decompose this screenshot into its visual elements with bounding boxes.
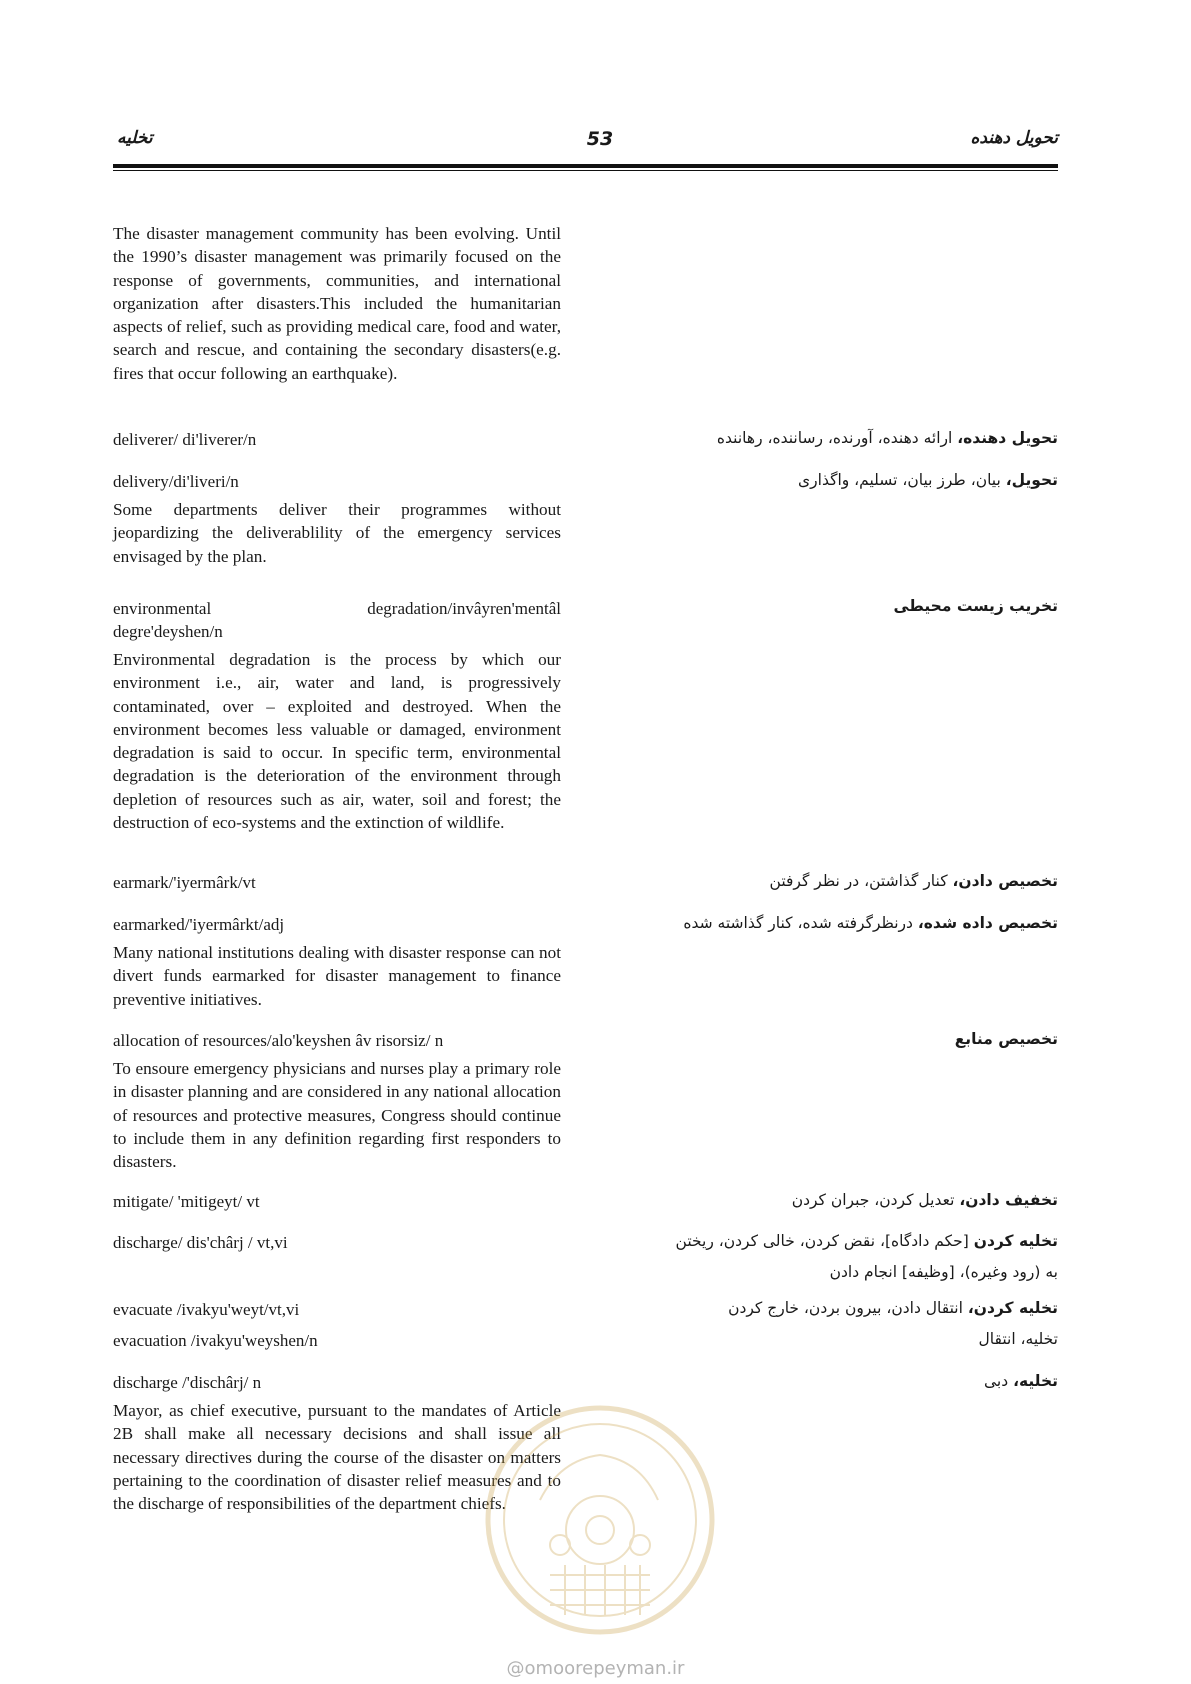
persian-evacuation: تخلیه، انتقال bbox=[978, 1330, 1058, 1348]
persian-mitigate bbox=[538, 1185, 1058, 1216]
persian-earmarked bbox=[538, 908, 1058, 939]
watermark-url: omoorepeyman.ir bbox=[524, 1658, 685, 1679]
persian-discharge-noun bbox=[538, 1366, 1058, 1397]
term-env-part-b: degradation/invâyren'mentâl bbox=[367, 599, 561, 618]
footer-watermark bbox=[0, 1658, 1191, 1679]
persian-discharge-noun-meaning: دبی bbox=[984, 1372, 1014, 1390]
paragraph-intro: The disaster management community has been evolving. Until the 1990’s disaster management was primarily focused on the response of governments, communities, and international organization after disasters.This included the humanitarian aspects of relief, such as providing medical care, food and water, search and rescue, and containing the secondary disasters(e.g. fires that occur following an earthquake). bbox=[113, 224, 561, 383]
term-evacuation: evacuation /ivakyu'weyshen/n bbox=[113, 1331, 318, 1350]
persian-evacuate bbox=[538, 1293, 1058, 1324]
term-discharge-verb: discharge/ dis'chârj / vt,vi bbox=[113, 1233, 288, 1252]
persian-discharge-verb bbox=[538, 1226, 1058, 1288]
paragraph-delivery-example: Some departments deliver their programmes without jeopardizing the deliverablility of the emergency services envisaged by the plan. bbox=[113, 500, 561, 566]
persian-discharge-verb-line1 bbox=[538, 1226, 1058, 1257]
term-env-part-a: environmental bbox=[113, 599, 212, 618]
term-earmark: earmark/'iyermârk/vt bbox=[113, 873, 256, 892]
term-evacuate: evacuate /ivakyu'weyt/vt,vi bbox=[113, 1300, 300, 1319]
term-deliverer: deliverer/ di'liverer/n bbox=[113, 430, 257, 449]
publisher-seal-logo bbox=[480, 1400, 720, 1640]
persian-evacuate-meaning: انتقال دادن، بیرون بردن، خارج کردن bbox=[728, 1299, 968, 1317]
header-right-title: تحویل دهنده bbox=[970, 128, 1058, 148]
paragraph-environmental-degradation: Environmental degradation is the process by which our environment i.e., air, water and land, is progressively contaminated, over – exploited and destroyed. When the environment becomes less valuable or damaged, environment degradation is said to occur. In specific term, environmental degradation is the deterioration of the environment through depletion of resources such as air, water, soil and forest; the destruction of eco-systems and the extinction of wildlife. bbox=[113, 650, 561, 833]
term-delivery: delivery/di'liveri/n bbox=[113, 472, 239, 491]
persian-mitigate-headword: تخفیف دادن، bbox=[959, 1191, 1058, 1209]
persian-earmarked-meaning: درنظرگرفته شده، کنار گذاشته شده bbox=[683, 914, 918, 932]
header-left-title: تخلیه bbox=[117, 128, 153, 148]
persian-environmental-degradation bbox=[538, 591, 1058, 622]
persian-delivery bbox=[538, 465, 1058, 496]
persian-earmark-meaning: کنار گذاشتن، در نظر گرفتن bbox=[769, 872, 953, 890]
persian-discharge-verb-headword: تخلیه کردن bbox=[973, 1232, 1058, 1250]
persian-earmarked-headword: تخصیص داده شده، bbox=[917, 914, 1058, 932]
paragraph-earmarked-example: Many national institutions dealing with disaster response can not divert funds earmarked for disaster management to finance preventive initiatives. bbox=[113, 943, 561, 1009]
persian-mitigate-meaning: تعدیل کردن، جبران کردن bbox=[791, 1191, 960, 1209]
term-discharge-noun: discharge /'dischârj/ n bbox=[113, 1373, 262, 1392]
page-number: 53 bbox=[586, 128, 614, 150]
term-mitigate: mitigate/ 'mitigeyt/ vt bbox=[113, 1192, 260, 1211]
persian-delivery-meaning: بیان، طرز بیان، تسلیم، واگذاری bbox=[798, 471, 1006, 489]
persian-delivery-headword: تحویل، bbox=[1005, 471, 1058, 489]
persian-earmark-headword: تخصیص دادن، bbox=[952, 872, 1058, 890]
persian-deliverer bbox=[538, 423, 1058, 454]
term-earmarked: earmarked/'iyermârkt/adj bbox=[113, 915, 285, 934]
term-env-part-c: degre'deyshen/n bbox=[113, 622, 223, 641]
header-rule-thin bbox=[113, 170, 1058, 171]
persian-allocation-headword: تخصیص منابع bbox=[954, 1030, 1058, 1048]
paragraph-allocation-example: To ensoure emergency physicians and nurses play a primary role in disaster planning and are considered in any national allocation of resources and protective measures, Congress should continue to include them in any definition regarding first responders to disasters. bbox=[113, 1059, 561, 1172]
at-icon: @ bbox=[506, 1658, 525, 1679]
persian-allocation bbox=[538, 1024, 1058, 1055]
persian-discharge-verb-meaning: [حکم دادگاه]، نقض کردن، خالی کردن، ریختن bbox=[675, 1232, 974, 1250]
term-environmental-degradation bbox=[113, 597, 561, 620]
persian-discharge-verb-line2: به (رود وغیره)، [وظیفه] انجام دادن bbox=[829, 1263, 1058, 1281]
persian-earmark bbox=[538, 866, 1058, 897]
paragraph-discharge-example: Mayor, as chief executive, pursuant to the mandates of Article 2B shall make all necessary decisions and shall issue all necessary directives during the course of the disaster on matters pertaining to the coordination of disaster relief measures and to the discharge of responsibilities of the department chiefs. bbox=[113, 1401, 561, 1514]
persian-env-headword: تخریب زیست محیطی bbox=[893, 597, 1058, 615]
persian-evacuate-headword: تخلیه کردن، bbox=[967, 1299, 1058, 1317]
header-rule-thick bbox=[113, 164, 1058, 168]
persian-deliverer-meaning: ارائه دهنده، آورنده، رساننده، رهاننده bbox=[716, 429, 958, 447]
persian-deliverer-headword: تحویل دهنده، bbox=[957, 429, 1058, 447]
persian-discharge-noun-headword: تخلیه، bbox=[1013, 1372, 1058, 1390]
term-allocation-of-resources: allocation of resources/alo'keyshen âv risorsiz/ n bbox=[113, 1031, 444, 1050]
